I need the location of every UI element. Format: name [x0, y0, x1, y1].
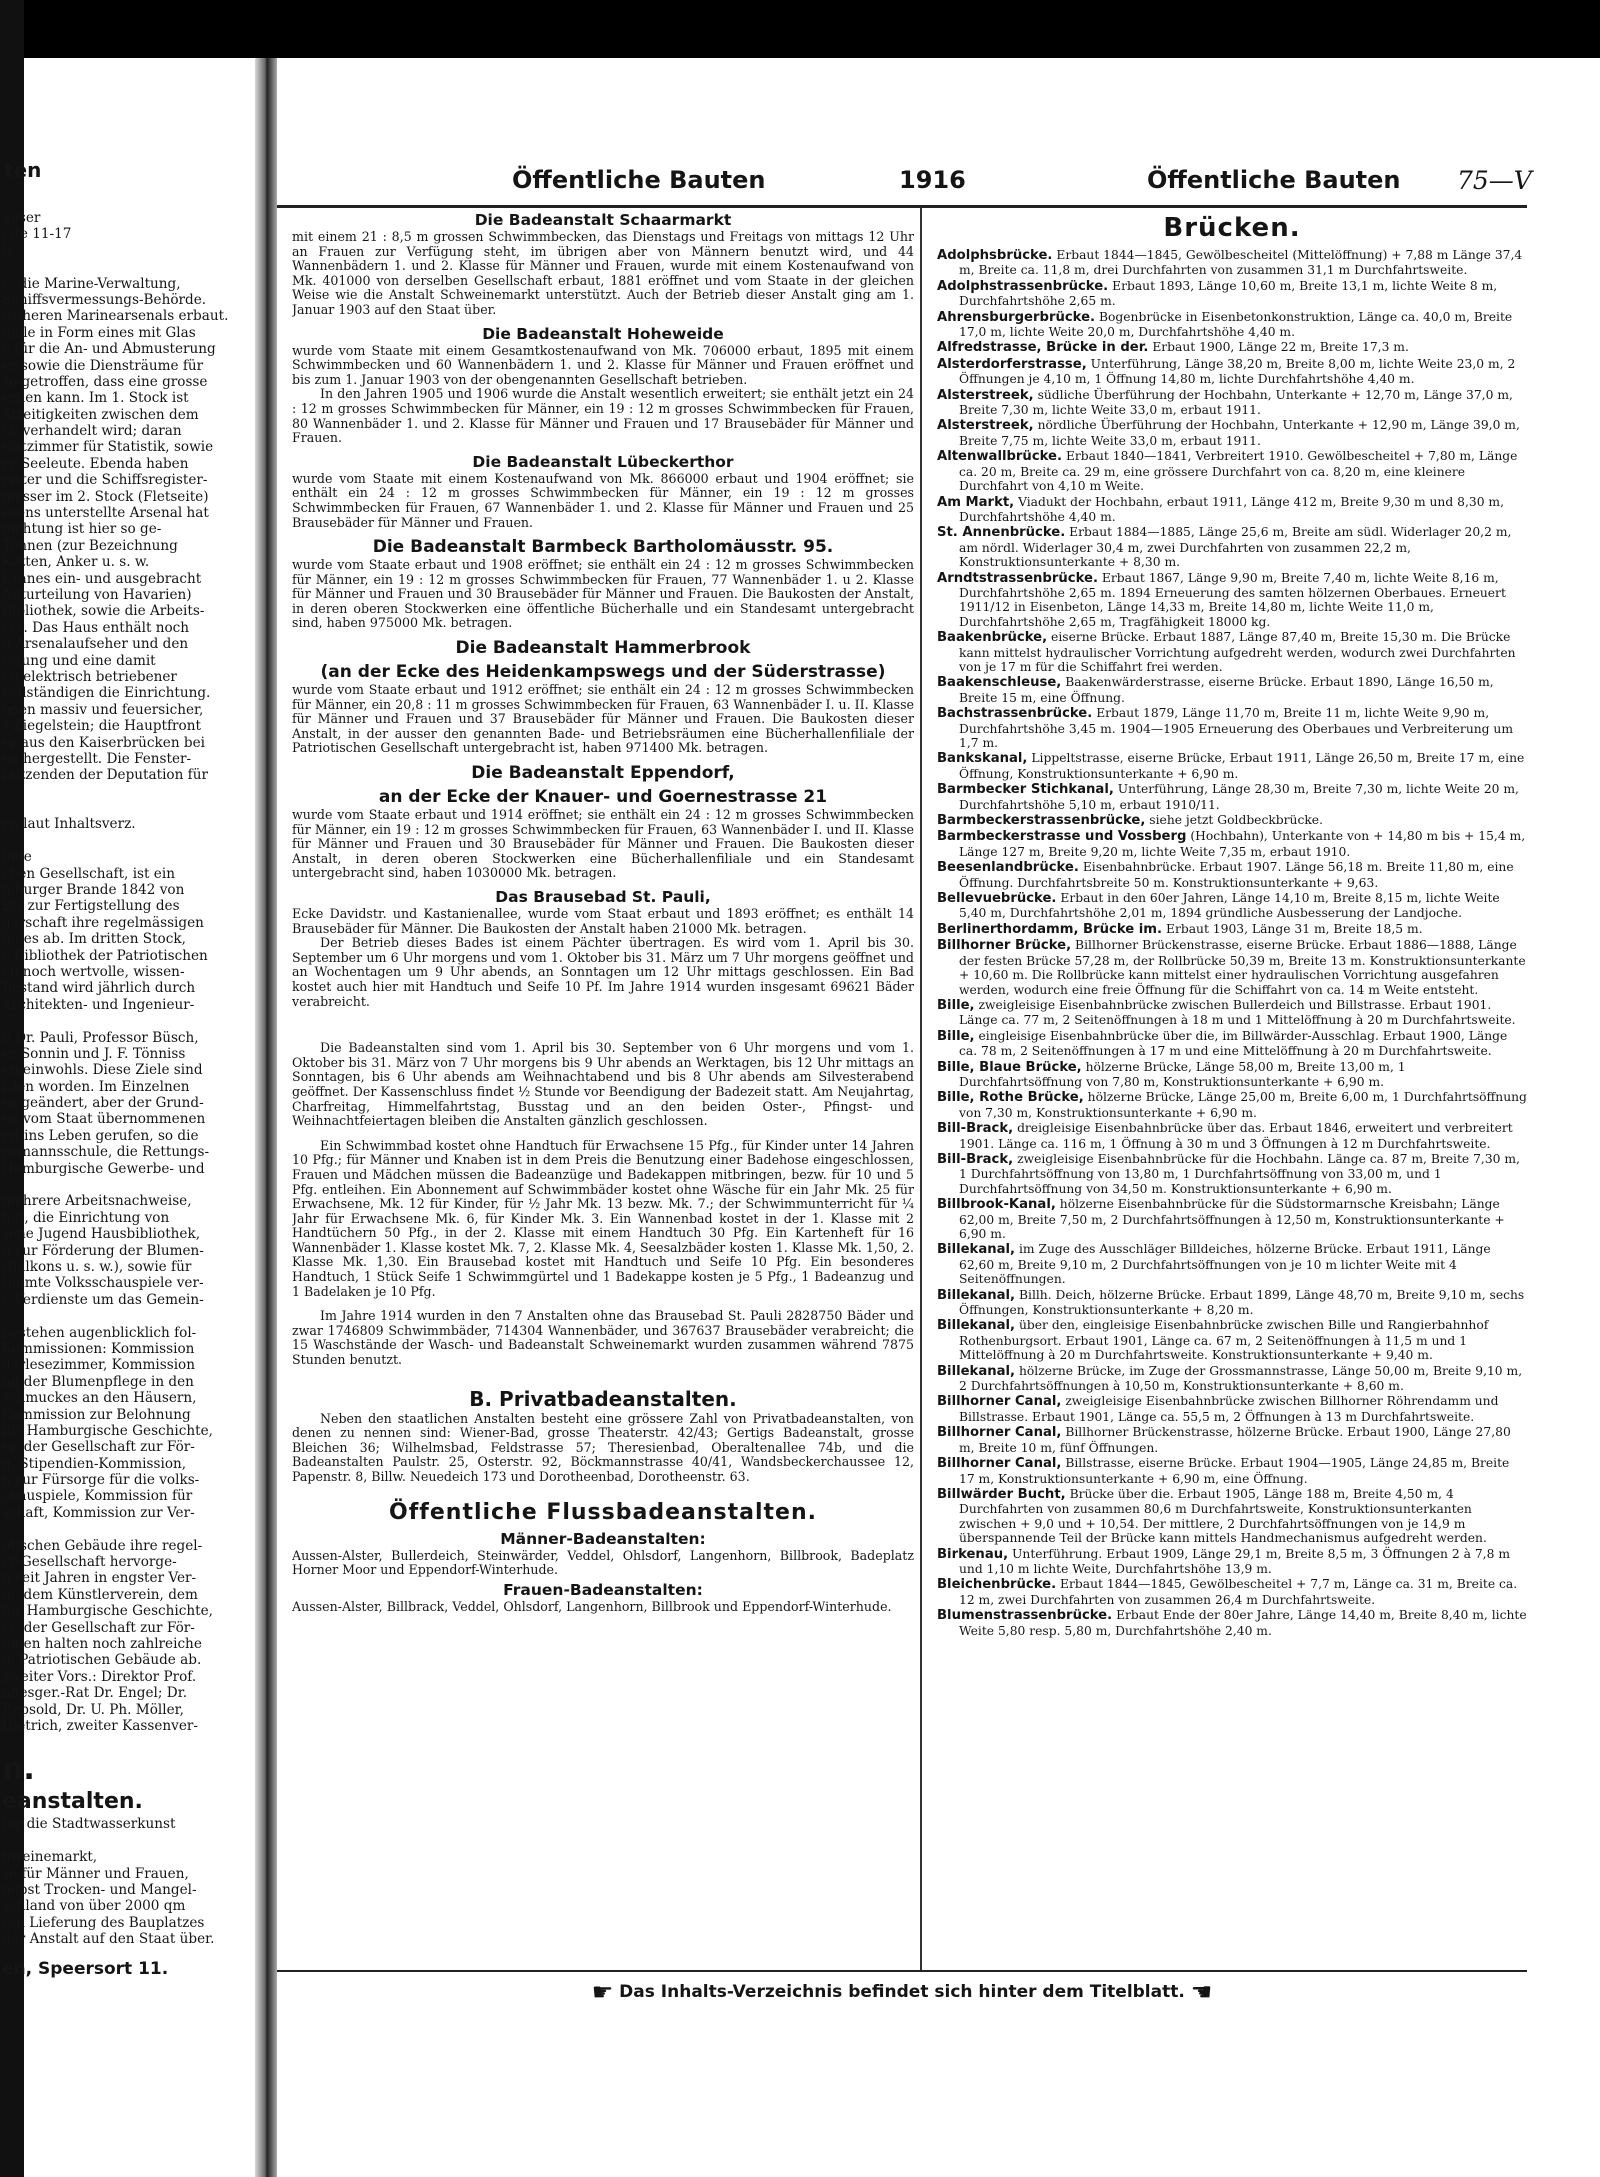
header-left-title: Öffentliche Bauten: [512, 166, 766, 194]
prev-page-footer: en, Speersort 11.: [2, 1959, 169, 1980]
bridge-entry: [937, 1364, 1527, 1394]
bridge-description: Erbaut in den 60er Jahren, Länge 14,10 m, Breite 8,15 m, lichte Weite 5,40 m, Durchfahrtshöhe 2,01 m, 1894 gründliche Ausbesserung der Landjoche.: [959, 891, 1500, 921]
column-divider: [920, 208, 922, 1970]
prev-page-line: Bestand wird jährlich durch: [2, 980, 196, 997]
prev-page-line: erden kann. Im 1. Stock ist: [2, 390, 189, 407]
bridge-description: hölzerne Brücke, im Zuge der Grossmannstrasse, Länge 50,00 m, Breite 9,10 m, 2 Durchfahrtsöffnungen à 10,50 m, Konstruktionsunterkante + 8,60 m.: [959, 1363, 1523, 1394]
prev-page-line: eizung und eine damit: [2, 652, 156, 669]
prev-page-line: Tonnen (zur Bezeichnung: [2, 537, 178, 554]
prev-page-line: für Hamburgische Geschichte,: [2, 1603, 213, 1620]
bridge-entry: [937, 340, 1527, 355]
prev-page-line: früheren Marinearsenals erbaut.: [2, 308, 229, 325]
section-paragraph: In den Jahren 1905 und 1906 wurde die Anstalt wesentlich erweitert; sie enthält jetzt ein 24 : 12 m grosses Schwimmbecken für Männer, ein 19 : 12 m grosses Schwimmbecken für Frauen, 80 Wannenbäder 1. und 2. Klasse für Männer und Frauen und 17 Brausebäder für Männer und Frauen.: [292, 386, 914, 446]
bridge-entry: [937, 279, 1527, 309]
header-year: 1916: [899, 166, 966, 194]
bridge-description: nördliche Überführung der Hochbahn, Unterkante + 12,90 m, Länge 39,0 m, Breite 7,75 m, lichte Weite 33,0 m, erbaut 1911.: [959, 418, 1520, 448]
prev-page-line: ers. Das Haus enthält noch: [2, 619, 190, 636]
section-paragraph: Der Betrieb dieses Bades ist einem Pächter übertragen. Es wird vom 1. April bis 30. September um 6 Uhr morgens und vom 1. Oktober bis 31. März um 7 Uhr morgens geöffnet und an Wochentagen um 9 Uhr abends, an Sonntagen um 12 Uhr mittags geschlossen. Ein Bad kostet auch hier mit Handtuch und Seife 10 Pf. Im Jahre 1914 wurden insgesamt 69621 Bäder verabreicht.: [292, 935, 914, 1009]
spacer: [292, 530, 914, 534]
section-paragraph: wurde vom Staate erbaut und 1908 eröffnet; sie enthält ein 24 : 12 m grosses Schwimmbecken für Männer, ein 19 : 12 m grosses Schwimmbecken für Frauen, 77 Wannenbäder 1. u 2. Klasse für Männer und Frauen und 30 Brausebäder für Männer und Frauen. Die Baukosten der Anstalt, in deren oberen Stockwerken eine öffentliche Bücherhalle und ein Standesamt untergebracht sind, haben 975000 Mk. betragen.: [292, 557, 914, 631]
bridge-name: Berlinerthordamm, Brücke im.: [937, 921, 1163, 937]
general-paragraph: Die Badeanstalten sind vom 1. April bis 30. September von 6 Uhr morgens und vom 1. Oktober bis 31. März von 7 Uhr morgens bis 9 Uhr abends an Werktagen, bis 12 Uhr mittags an Sonntagen, bis 6 Uhr abends am Weihnachtabend und bis 8 Uhr abends am Silvesterabend geöffnet. Der Kassenschluss findet ½ Stunde vor Beendigung der Badezeit statt. Am Neujahrtag, Charfreitag, Himmelfahrtstag, Busstag und an den beiden Oster-, Pfingst- und Weihnachtfeiertagen bleiben die Anstalten gänzlich geschlossen.: [292, 1040, 914, 1129]
prev-page-line: g, Stipendien-Kommission,: [2, 1455, 187, 1472]
bridges-title: Brücken.: [1163, 213, 1301, 243]
bridge-entry: [937, 571, 1527, 630]
bridge-name: Billhorner Brücke,: [937, 938, 1072, 954]
section-subheading: an der Ecke der Knauer- und Goernestrasse 21: [378, 787, 828, 808]
bridge-list: [937, 248, 1527, 1638]
prev-page-line: ng der Blumenpflege in den: [2, 1373, 194, 1390]
bridge-entry: [937, 248, 1527, 278]
bridge-name: Barmbeckerstrasse und Vossberg: [937, 829, 1187, 845]
bridge-entry: [937, 1242, 1527, 1286]
bridge-name: Adolphstrassenbrücke.: [937, 278, 1109, 294]
prev-page-line: e Verdienste um das Gemein-: [2, 1291, 204, 1308]
prev-page-line: mburger Brande 1842 von: [2, 882, 185, 899]
bridge-description: (Hochbahn), Unterkante von + 14,80 m bis + 15,4 m, Länge 127 m, Breite 9,20 m, lichte Weite 7,35 m, erbaut 1910.: [959, 829, 1526, 859]
bridge-description: Brücke über die. Erbaut 1905, Länge 188 m, Breite 4,50 m, 4 Durchfahrten von zusammen 80,6 m Durchfahrtsweite, Konstruktionsunterkanten zwischen + 9,0 und + 10,54. Der mittlere, 2 Durchfahrtsöffnungen von je 14,9 m überspannende Teil der Brücke kann mittels Handmechanismus aufgedreht werden.: [959, 1486, 1487, 1546]
prev-page-line: für die Stadtwasserkunst: [2, 1816, 176, 1833]
bridge-description: Unterführung, Länge 38,20 m, Breite 8,00 m, lichte Weite 23,0 m, 2 Öffnungen je 4,10 m, 1 Öffnung 14,80 m, lichte Durchfahrtshöhe 4,40 m.: [959, 356, 1516, 387]
section-paragraph: wurde vom Staate erbaut und 1912 eröffnet; sie enthält ein 24 : 12 m grosses Schwimmbecken für Männer, ein 20,8 : 11 m grosses Schwimmbecken für Frauen, 63 Wannenbäder I. u. II. Klasse für Männer und Frauen und 37 Brausebäder für Männer und Frauen. Die Baukosten dieser Anstalt, in der ausser den genannten Bade- und Betriebsräumen eine Bücherhallenfiliale der Patriotischen Gesellschaft untergebracht ist, haben 971400 Mk. betragen.: [292, 682, 914, 756]
bridge-entry: [937, 813, 1527, 828]
prev-page-line: Bis zur Fertigstellung des: [2, 898, 180, 915]
bridge-description: Viadukt der Hochbahn, erbaut 1911, Länge 412 m, Breite 9,30 m und 8,30 m, Durchfahrtshöhe 4,40 m.: [959, 494, 1504, 524]
bridge-name: Alfredstrasse, Brücke in der.: [937, 340, 1149, 356]
prev-page-line: er, der Gesellschaft zur För-: [2, 1619, 195, 1636]
bridge-entry: [937, 891, 1527, 921]
main-page: [277, 58, 1600, 2177]
prev-page-line: mehrere Arbeitsnachweise,: [2, 1193, 192, 1210]
prev-page-line: Schiffsvermessungs-Behörde.: [2, 291, 207, 308]
prev-page-line: der Anstalt auf den Staat über.: [2, 1931, 215, 1948]
bridge-name: Bankskanal,: [937, 751, 1028, 767]
men-baths-heading: Männer-Badeanstalten:: [500, 1529, 706, 1548]
prev-page-line: eister und die Schiffsregister-: [2, 472, 208, 489]
bridge-description: Billh. Deich, hölzerne Brücke. Erbaut 1899, Länge 48,70 m, Breite 9,10 m, sechs Öffnungen, Konstruktionsunterkante + 8,20 m.: [959, 1287, 1525, 1318]
prev-page-line: er sowie die Diensträume für: [2, 357, 204, 374]
spacer: [292, 318, 914, 322]
prev-page-header: ten: [4, 158, 42, 182]
bridge-entry: [937, 630, 1527, 674]
bridge-description: eingleisige Eisenbahnbrücke über die, im Billwärder-Ausschlag. Erbaut 1900, Länge ca. 78 m, 2 Seitenöffnungen à 17 m und eine Mittelöffnung à 20 m Durchfahrtsweite.: [959, 1028, 1508, 1059]
prev-page-line: eemannsschule, die Rettungs-: [2, 1144, 210, 1161]
bridge-description: dreigleisige Eisenbahnbrücke über das. Erbaut 1846, erweitert und verbreitert 1901. Länge ca. 116 m, 1 Öffnung à 30 m und 3 Öffnungen à 12 m Durchfahrtsweite.: [959, 1121, 1513, 1151]
prev-page-line: sene Jugend Hausbibliothek,: [2, 1226, 201, 1243]
bridge-description: Bogenbrücke in Eisenbetonkonstruktion, Länge ca. 40,0 m, Breite 17,0 m, lichte Weite 20,0 m, Durchfahrtshöhe 4,40 m.: [959, 309, 1513, 340]
section-paragraph: mit einem 21 : 8,5 m grossen Schwimmbecken, das Dienstags und Freitags von mittags 12 Uhr an Frauen zur Verfügung steht, im übrigen aber von Männern benutzt wird, und 44 Wannenbädern 1. und 2. Klasse für Männer und Frauen, wurde mit einem Kostenaufwand von Mk. 401000 von derselben Gesellschaft erbaut, 1881 eröffnet und vom Staate in der gleichen Weise wie die Anstalt Schweinemarkt unterstützt. Auch der Betrieb dieser Anstalt ging am 1. Januar 1903 auf den Staat über.: [292, 229, 914, 317]
bridge-description: zweigleisige Eisenbahnbrücke zwischen Bullerdeich und Billstrasse. Erbaut 1901. Länge ca. 77 m, 2 Seitenöffnungen à 18 m und 1 Mittelöffnung à 20 m Durchfahrtsweite.: [959, 997, 1516, 1028]
prev-page-line: s Ziegelstein; die Hauptfront: [2, 718, 201, 735]
bridge-description: Erbaut 1840—1841, Verbreitert 1910. Gewölbescheitel + 7,80 m, Länge ca. 20 m, Breite ca. 29 m, eine grössere Durchfahrt von ca. 8,20 m, eine kleinere Durchfahrt von 4,10 m Weite.: [959, 449, 1518, 494]
bridge-entry: [937, 1060, 1527, 1090]
section-heading: Die Badeanstalt Hoheweide: [482, 324, 724, 343]
spacer: [292, 1368, 914, 1378]
spacer: [292, 1009, 914, 1031]
prev-page-line: [2, 800, 254, 816]
bridge-entry: [937, 860, 1527, 890]
bridge-name: Billekanal,: [937, 1287, 1016, 1303]
section-heading: Die Badeanstalt Barmbeck Bartholomäusstr. 95.: [372, 537, 834, 558]
bridge-description: hölzerne Brücke, Länge 25,00 m, Breite 6,00 m, 1 Durchfahrtsöffnung von 7,30 m, Konstruktionsunterkante + 6,90 m.: [959, 1090, 1527, 1120]
prev-page-line: so getroffen, dass eine grosse: [2, 373, 208, 390]
prev-page-line: er Seeleute. Ebenda haben: [2, 455, 189, 472]
prev-page-line: n zur Förderung der Blumen-: [2, 1242, 204, 1259]
bridge-name: Billhorner Canal,: [937, 1394, 1062, 1410]
prev-page-line: emeinwohls. Diese Ziele sind: [2, 1062, 203, 1079]
prev-page-line: n seit Jahren in engster Ver-: [2, 1570, 197, 1587]
bridge-name: Alsterdorferstrasse,: [937, 356, 1087, 372]
prev-page-line: (Balkons u. s. w.), sowie für: [2, 1259, 192, 1275]
prev-page-line: [2, 259, 254, 275]
bridge-name: Billhorner Canal,: [937, 1425, 1062, 1441]
bridge-description: Erbaut 1844—1845, Gewölbescheitel + 7,7 m, Länge ca. 31 m, Breite ca. 12 m, zwei Durchfahrten von zusammen 26,4 m Durchfahrtsweite.: [959, 1577, 1518, 1607]
prev-page-line: zweiter Vors.: Direktor Prof.: [2, 1668, 197, 1685]
bridge-description: Erbaut 1844—1845, Gewölbescheitel (Mittelöffnung) + 7,88 m Länge 37,4 m, Breite ca. 11,8 m, drei Durchfahrten von zusammen 31,1 m Durchfahrtsweite.: [959, 248, 1523, 278]
bridge-entry: [937, 829, 1527, 859]
prev-page-line: n zur Fürsorge für die volks-: [2, 1472, 200, 1489]
bridge-entry: [937, 1152, 1527, 1196]
bridge-name: Baakenbrücke,: [937, 630, 1048, 646]
prev-page-line: schland von über 2000 qm: [2, 1898, 186, 1915]
prev-page-line: n Arsenalaufseher und den: [2, 636, 189, 653]
prev-page-line: rch Lieferung des Bauplatzes: [2, 1914, 205, 1931]
page-number: 75—V: [1457, 166, 1532, 195]
prev-page-line: e für die An- und Abmusterung: [2, 341, 216, 358]
prev-page-line: er Sonnin und J. F. Tönniss: [2, 1045, 186, 1062]
men-baths-text: Aussen-Alster, Bullerdeich, Steinwärder, Veddel, Ohlsdorf, Langenhorn, Billbrook, Badeplatz Horner Moor und Eppendorf-Winterhude.: [292, 1547, 914, 1578]
bridge-description: Unterführung, Länge 28,30 m, Breite 7,30 m, lichte Weite 20 m, Durchfahrtshöhe 5,10 m, erbaut 1910/11.: [959, 782, 1519, 812]
prev-page-line: [2, 1521, 254, 1537]
section-heading: Die Badeanstalt Lübeckerthor: [472, 452, 734, 471]
bridge-name: Bille,: [937, 1028, 975, 1044]
bridge-name: Billekanal,: [937, 1242, 1016, 1258]
prev-page-lines: [2, 210, 254, 1734]
bridge-description: Erbaut 1879, Länge 11,70 m, Breite 11 m, lichte Weite 9,90 m, Durchfahrtshöhe 3,45 m. 1904—1905 Erneuerung des Oberbaues und Verbreiterung um 1,7 m.: [959, 706, 1514, 750]
privat-heading: B. Privatbadeanstalten.: [469, 1386, 737, 1411]
prev-page-line: messer im 2. Stock (Fletseite): [2, 488, 209, 505]
prev-page-line: ch verhandelt wird; daran: [2, 423, 182, 440]
bridge-name: Billwärder Bucht,: [937, 1486, 1066, 1502]
bridge-description: Eisenbahnbrücke. Erbaut 1907. Länge 56,18 m. Breite 11,80 m, eine Öffnung. Durchfahrtsbreite 50 m. Konstruktionsunterkante + 9,63.: [959, 860, 1514, 890]
bridge-name: Billekanal,: [937, 1363, 1016, 1379]
bridge-entry: [937, 310, 1527, 340]
bridge-name: Birkenau,: [937, 1546, 1009, 1562]
section-heading: Die Badeanstalt Eppendorf,: [471, 763, 735, 784]
prev-page-line: Repsold, Dr. U. Ph. Möller,: [2, 1701, 184, 1718]
prev-page-line: se für Männer und Frauen,: [2, 1865, 189, 1882]
prev-page-line: m Patriotischen Gebäude ab.: [2, 1652, 202, 1669]
prev-page-line: iude: [2, 849, 32, 866]
prev-page-line: [2, 1177, 254, 1193]
bridge-entry: [937, 675, 1527, 705]
bridge-name: Arndtstrassenbrücke.: [937, 570, 1098, 586]
privat-text: Neben den staatlichen Anstalten besteht eine grössere Zahl von Privatbadeanstalten, von denen zu nennen sind: Wiener-Bad, grosse Theaterstr. 42/43; Gertigs Badeanstalt, grosse Bleichen 36; Wilhelmsbad, Feldstrasse 57; Theresienbad, Oberaltenallee 74b, und die Badeanstalten Paulstr. 25, Osterstr. 92, Böckmannstrasse 40/41, Wandsbeckerchaussee 12, Papenstr. 8, Billw. Neuedeich 173 und Dorotheenbad, Dorotheenstr. 63.: [292, 1410, 914, 1484]
prev-page-line: Abturteilung von Havarien): [2, 586, 192, 603]
prev-page-line: äuser: [2, 210, 41, 226]
bridge-description: eiserne Brücke. Erbaut 1887, Länge 87,40 m, Breite 15,30 m. Die Brücke kann mittelst hydraulischer Vorrichtung aufgedreht werden, wodurch zwei Durchfahrten von je 17 m für die Schiffahrt frei werden.: [959, 630, 1516, 674]
bridge-description: zweigleisige Eisenbahnbrücke zwischen Billhorner Röhrendamm und Billstrasse. Erbaut 1901, Länge ca. 55,5 m, 2 Öffnungen à 13 m Durchfahrtsweite.: [959, 1394, 1499, 1424]
footer-text: Das Inhalts-Verzeichnis befindet sich hinter dem Titelblatt.: [619, 1982, 1185, 2002]
prev-page-line: es geändert, aber der Grund-: [2, 1095, 204, 1112]
prev-page-line: derlesezimmer, Kommission: [2, 1357, 195, 1374]
prev-page-line: Ketten, Anker u. s. w.: [2, 554, 150, 571]
bridge-name: Bille, Rothe Brücke,: [937, 1090, 1084, 1106]
footer-note: [277, 1978, 1527, 2006]
footer-rule: [277, 1970, 1527, 1972]
bridge-name: Bill-Brack,: [937, 1121, 1014, 1137]
prev-page-line: Bibliothek, sowie die Arbeits-: [2, 603, 205, 620]
general-paragraph: Ein Schwimmbad kostet ohne Handtuch für Erwachsene 15 Pfg., für Kinder unter 14 Jahren 10 Pfg.; für Männer und Knaben ist in dem Preis die Benutzung einer Badehose eingeschlossen, Frauen und Mädchen müssen die Badeanzüge und Badekappen mitbringen, bezw. für 10 und 5 Pfg. entleihen. Ein Abonnement auf Schwimmbäder kostet ohne Wäsche für ein Jahr Mk. 25 für Erwachsene, Mk. 12 für Kinder, für ½ Jahr Mk. 13 bezw. Mk. 7.; der Schwimmunterricht für ¼ Jahr für Erwachsene Mk. 6, für Kinder Mk. 3. Ein Wannenbad kostet in der 1. Klasse mit 2 Handtüchern 50 Pfg., in der 2. Klasse mit einem Handtuch 30 Pfg. Ein Kartenheft für 16 Wannenbäder 1. Klasse kostet Mk. 7, 2. Klasse Mk. 4, Seesalzbäder kosten 1. Klasse Mk. 1,50, 2. Klasse Mk. 1,30. Ein Brausebad kostet mit Handtuch und Seife 10 Pfg. Ein besonderes Handtuch, 1 Stück Seife 1 Schwimmgürtel und 1 Badekappe kosten je 5 Pfg., 1 Badeanzug und 1 Badelaken je 10 Pfg.: [292, 1137, 914, 1299]
prev-page-line: en hergestellt. Die Fenster-: [2, 750, 192, 767]
prev-page-line: er, der Gesellschaft zur För-: [2, 1439, 195, 1456]
bridge-entry: [937, 998, 1527, 1028]
bridge-name: St. Annenbrücke.: [937, 525, 1066, 541]
running-header: [277, 166, 1547, 200]
bridge-entry: [937, 782, 1527, 812]
prev-page-line: [2, 1013, 254, 1029]
prev-page-line: n Dr. Pauli, Professor Büsch,: [2, 1029, 199, 1046]
section-paragraph: wurde vom Staate mit einem Gesamtkostenaufwand von Mk. 706000 erbaut, 1895 mit einem Schwimmbecken und 60 Wannenbädern 1. und 2. Klasse für Männer und Frauen eröffnet und bis zum 1. Januar 1903 von der obengenannten Gesellschaft betrieben.: [292, 342, 914, 387]
bridge-description: Erbaut 1884—1885, Länge 25,6 m, Breite am südl. Widerlager 20,2 m, am nördl. Widerlager 30,4 m, zwei Durchfahrten von zusammen 22,2 m, Konstruktionsunterkante + 8,30 m.: [959, 525, 1512, 570]
spacer: [292, 756, 914, 760]
bridge-entry: [937, 1394, 1527, 1424]
prev-page-line: hat, die Einrichtung von: [2, 1209, 170, 1226]
prev-page-line: timmte Volksschauspiele ver-: [2, 1275, 204, 1292]
bridge-name: Barmbecker Stichkanal,: [937, 782, 1114, 798]
prev-page-line: Kranes ein- und ausgebracht: [2, 570, 202, 587]
bridge-description: Erbaut 1867, Länge 9,90 m, Breite 7,40 m, lichte Weite 8,16 m, Durchfahrtshöhe 2,65 m. 1894 Erneuerung des samten hölzernen Oberbaues. Erneuert 1911/12 in Eisenbeton, Länge 14,33 m, Breite 14,80 m, lichte Weite 11,0 m, Durchfahrtshöhe 2,65 m, Tragfähigkeit 18000 kg.: [959, 570, 1506, 629]
spacer: [292, 881, 914, 885]
bridge-name: Baakenschleuse,: [937, 675, 1062, 691]
bridge-name: Adolphsbrücke.: [937, 248, 1053, 263]
right-column: [937, 208, 1527, 1968]
bridge-description: Unterführung. Erbaut 1909, Länge 29,1 m, Breite 8,5 m, 3 Öffnungen 2 à 7,8 m und 1,10 m lichte Weite, Durchfahrtshöhe 13,9 m.: [959, 1546, 1510, 1576]
prev-page-line: en vom Staat übernommenen: [2, 1111, 206, 1128]
prev-page-line: m, dem Künstlerverein, dem: [2, 1586, 198, 1603]
prev-page-line: er Gesellschaft hervorge-: [2, 1554, 177, 1571]
prev-page-line: ndesger.-Rat Dr. Engel; Dr.: [2, 1685, 188, 1702]
prev-page-line: en laut Inhaltsverz.: [2, 816, 136, 833]
prev-page-line: [2, 1833, 254, 1849]
bridge-description: Erbaut 1893, Länge 10,60 m, Breite 13,1 m, lichte Weite 8 m, Durchfahrtshöhe 2,65 m.: [959, 278, 1498, 309]
prev-page-line: chen Gesellschaft, ist ein: [2, 865, 175, 882]
bridge-entry: [937, 1288, 1527, 1318]
prev-page-line: e, die Marine-Verwaltung,: [2, 275, 181, 292]
bridge-entry: [937, 1456, 1527, 1486]
general-paragraph: Im Jahre 1914 wurden in den 7 Anstalten ohne das Brausebad St. Pauli 2828750 Bäder und zwar 1746809 Schwimmbäder, 714304 Wannenbäder, und 367637 Brausebäder verabreicht; die 15 Waschstände der Wasch- und Badeanstalt Schweinemarkt wurden zusammen während 7875 Stunden benutzt.: [292, 1308, 914, 1368]
prev-page-line: vollständigen die Einrichtung.: [2, 685, 211, 702]
bridge-entry: [937, 1547, 1527, 1577]
bridge-entry: [937, 525, 1527, 569]
prev-page-line: für Hamburgische Geschichte,: [2, 1422, 213, 1439]
bridge-entry: [937, 495, 1527, 525]
bridge-entry: [937, 449, 1527, 493]
prev-page-line: onen massiv und feuersicher,: [2, 701, 204, 718]
bridge-name: Alsterstreek,: [937, 418, 1034, 434]
bridge-description: Erbaut Ende der 80er Jahre, Länge 14,40 m, Breite 8,40 m, lichte Weite 5,80 resp. 5,80 m, Durchfahrtshöhe 2,40 m.: [959, 1608, 1527, 1638]
prev-page-line: schaft, Kommission zur Ver-: [2, 1504, 195, 1521]
bridge-name: Am Markt,: [937, 494, 1015, 510]
prev-page-line: otischen Gebäude ihre regel-: [2, 1537, 203, 1554]
bridge-entry: [937, 706, 1527, 750]
prev-page-line: Streitigkeiten zwischen dem: [2, 406, 199, 423]
prev-page-line: e Bibliothek der Patriotischen: [2, 947, 208, 964]
prev-page-line: eite 11-17: [2, 226, 72, 243]
bridge-entry: [937, 938, 1527, 997]
bridge-name: Billhorner Canal,: [937, 1456, 1062, 1472]
prev-page-line: hweinemarkt,: [2, 1849, 98, 1866]
section-paragraph: wurde vom Staate mit einem Kostenaufwand von Mk. 866000 erbaut und 1904 eröffnet; sie enthält ein 24 : 12 m grosses Schwimmbecken für Männer, ein 19 : 12 m grosses Schwimmbecken für Frauen, 67 Wannenbäder 1. und 2. Klasse für Männer und Frauen und 25 Brausebäder für Männer und Frauen.: [292, 470, 914, 530]
prev-page-line: halle in Form eines mit Glas: [2, 324, 196, 341]
bridge-name: Beesenlandbrücke.: [937, 860, 1079, 876]
section-heading: Die Badeanstalt Schaarmarkt: [474, 211, 732, 229]
bridge-name: Bille,: [937, 997, 975, 1013]
bridge-entry: [937, 1425, 1527, 1455]
prev-page-line: eit ins Leben gerufen, so die: [2, 1127, 199, 1144]
bridge-name: Bill-Brack,: [937, 1151, 1014, 1167]
prev-page-bottom-lines: [2, 1816, 254, 1947]
bridge-description: im Zuge des Ausschläger Billdeiches, hölzerne Brücke. Erbaut 1911, Länge 62,60 m, Breite 9,10 m, 2 Durchfahrtsöffnungen von je 10 m lichter Weite mit 4 Seitenöffnungen.: [959, 1242, 1491, 1287]
bridge-entry: [937, 357, 1527, 387]
bridge-description: Erbaut 1900, Länge 22 m, Breite 17,3 m.: [1152, 340, 1409, 355]
bridge-description: hölzerne Brücke, Länge 58,00 m, Breite 13,00 m, 1 Durchfahrtsöffnung von 7,80 m, Konstruktionsunterkante + 6,90 m.: [959, 1059, 1406, 1089]
prev-page-line: Kommission zur Belohnung: [2, 1406, 191, 1423]
bridge-name: Bille, Blaue Brücke,: [937, 1059, 1082, 1075]
prev-page-line: gerschaft ihre regelmässigen: [2, 914, 204, 931]
bridge-entry: [937, 1318, 1527, 1362]
prev-page-line: nebst Trocken- und Mangel-: [2, 1881, 197, 1898]
bridge-description: Billhorner Brückenstrasse, hölzerne Brücke. Erbaut 1900, Länge 27,80 m, Breite 10 m, fünf Öffnungen.: [959, 1425, 1511, 1455]
bridge-entry: [937, 1577, 1527, 1607]
bridge-name: Blumenstrassenbrücke.: [937, 1608, 1113, 1624]
prev-page-line: chauspiele, Kommission für: [2, 1488, 193, 1505]
prev-page-line: schmuckes an den Häusern,: [2, 1390, 197, 1407]
bridge-name: Alsterstreek,: [937, 387, 1034, 403]
bridge-description: zweigleisige Eisenbahnbrücke für die Hochbahn. Länge ca. 87 m, Breite 7,30 m, 1 Durchfahrtsöffnung von 13,80 m, 1 Durchfahrtsöffnung von 33,00 m, und 1 Durchfahrtsöffnung von 34,50 m. Konstruktionsunterkante + 6,90 m.: [959, 1151, 1520, 1196]
bridge-description: Billhorner Brückenstrasse, eiserne Brücke. Erbaut 1886—1888, Länge der festen Brücke 57,28 m, der Rollbrücke 50,39 m, Breite 13 m. Konstruktionsunterkante + 10,60 m. Die Rollbrücke kann mittelst einer hydraulischen Vorrichtung ausgefahren werden, wodurch eine freie Öffnung für die Schiffahrt von ca. 14 m Weite entsteht.: [959, 938, 1526, 997]
bridge-entry: [937, 418, 1527, 448]
bridge-entry: [937, 1487, 1527, 1546]
bridge-entry: [937, 1029, 1527, 1059]
section-heading: Das Brausebad St. Pauli,: [495, 888, 711, 906]
section-paragraph: wurde vom Staate erbaut und 1914 eröffnet; sie enthält ein 24 : 12 m grosses Schwimmbecken für Männer, ein 19 : 12 m grosses Schwimmbecken für Frauen, 63 Wannenbäder I. und II. Klasse für Männer und Frauen und 30 Brausebäder für Männer und Frauen. Die Baukosten dieser Anstalt, in deren oberen Stockwerken eine Bücherhallenfiliale und ein Standesamt untergebracht sind, haben 1030000 Mk. betragen.: [292, 807, 914, 881]
pointing-hand-right-icon: ☛: [591, 1978, 614, 2006]
prev-page-sub-fragment: eanstalten.: [2, 1789, 143, 1815]
women-baths-text: Aussen-Alster, Billbrack, Veddel, Ohlsdorf, Langenhorn, Billbrook und Eppendorf-Winterhude.: [292, 1598, 892, 1614]
prev-page-line: Dietrich, zweiter Kassenver-: [2, 1717, 198, 1734]
left-column: [292, 208, 914, 1968]
prev-page-line: le: [2, 242, 15, 259]
prev-page-line: bestehen augenblicklich fol-: [2, 1324, 197, 1341]
bridge-description: siehe jetzt Goldbeckbrücke.: [1149, 813, 1323, 828]
bridge-name: Bleichenbrücke.: [937, 1577, 1057, 1593]
bridge-entry: [937, 1121, 1527, 1151]
bridge-entry: [937, 1197, 1527, 1241]
prev-page-line: eistzimmer für Statistik, sowie: [2, 439, 214, 456]
prev-page-line: Hamburgische Gewerbe- und: [2, 1160, 205, 1177]
general-info: [292, 1041, 914, 1377]
bridge-description: Baakenwärderstrasse, eiserne Brücke. Erbaut 1890, Länge 16,50 m, Breite 15 m, eine Öffnung.: [959, 675, 1494, 705]
prev-page-line: Kommissionen: Kommission: [2, 1340, 195, 1357]
bridge-description: über den, eingleisige Eisenbahnbrücke zwischen Bille und Rangierbahnhof Rothenburgsort. Erbaut 1901, Länge ca. 67 m, 2 Seitenöffnungen à 11,5 m und 1 Mittelöffnung à 20 m Durchfahrtsweite. Konstruktionsunterkante + 9,40 m.: [959, 1318, 1489, 1363]
fluss-heading: Öffentliche Flussbadeanstalten.: [389, 1499, 817, 1525]
bridge-name: Billbrook-Kanal,: [937, 1197, 1056, 1213]
bridge-name: Barmbeckerstrassenbrücke,: [937, 813, 1146, 829]
prev-page-line: [2, 833, 254, 849]
bridge-entry: [937, 388, 1527, 418]
scan-border-top: [0, 0, 1600, 58]
prev-page-column: [2, 210, 254, 2030]
prev-page-line: nmen halten noch zahlreiche: [2, 1635, 202, 1652]
header-right-title: Öffentliche Bauten: [1147, 166, 1401, 194]
bridge-description: südliche Überführung der Hochbahn, Unterkante + 12,70 m, Länge 37,0 m, Breite 7,30 m, lichte Weite 33,0 m, erbaut 1911.: [959, 387, 1513, 418]
prev-page-line: en elektrisch betriebener: [2, 668, 177, 685]
prev-page-line: esens unterstellte Arsenal hat: [2, 505, 209, 522]
bridge-name: Billekanal,: [937, 1318, 1016, 1334]
bridge-description: Erbaut 1903, Länge 31 m, Breite 18,5 m.: [1165, 921, 1423, 936]
bridge-entry: [937, 1090, 1527, 1120]
prev-page-line: rden worden. Im Einzelnen: [2, 1078, 190, 1095]
bridge-name: Altenwallbrücke.: [937, 449, 1063, 465]
bridge-description: Lippeltstrasse, eiserne Brücke, Erbaut 1911, Länge 26,50 m, Breite 17 m, eine Öffnung, Konstruktionsunterkante + 6,90 m.: [959, 751, 1525, 781]
bridge-name: Bellevuebrücke.: [937, 891, 1057, 907]
prev-page-line: iudes ab. Im dritten Stock,: [2, 931, 186, 948]
section-subheading: (an der Ecke des Heidenkampswegs und der Süderstrasse): [320, 662, 886, 683]
book-gutter: [255, 58, 277, 2177]
prev-page-big-fragment: n.: [2, 1752, 35, 1788]
spacer: [292, 446, 914, 450]
bath-sections: [292, 210, 914, 1031]
women-baths-heading: Frauen-Badeanstalten:: [503, 1580, 703, 1599]
pointing-hand-left-icon: ☚: [1190, 1978, 1213, 2006]
prev-page-line: nichtung ist hier so ge-: [2, 521, 162, 538]
bridge-name: Bachstrassenbrücke.: [937, 706, 1093, 722]
section-paragraph: Ecke Davidstr. und Kastanienallee, wurde vom Staat erbaut und 1893 eröffnet; es enthält 14 Brausebäder für Männer. Die Baukosten der Anstalt haben 21000 Mk. betragen.: [292, 906, 914, 936]
prev-page-line: er aus den Kaiserbrücken bei: [2, 734, 205, 751]
bridge-description: hölzerne Eisenbahnbrücke für die Südstormarnsche Kreisbahn; Länge 62,00 m, Breite 7,50 m, 2 Durchfahrtsöffnungen à 12,50 m, Konstruktionsunterkante + 6,90 m.: [959, 1197, 1505, 1241]
bridge-entry: [937, 751, 1527, 781]
prev-page-line: [2, 1308, 254, 1324]
bridge-entry: [937, 922, 1527, 937]
prev-page-line: [2, 784, 254, 800]
section-heading: Die Badeanstalt Hammerbrook: [455, 638, 751, 659]
bridge-name: Ahrensburgerbrücke.: [937, 309, 1096, 325]
prev-page-line: Architekten- und Ingenieur-: [2, 996, 195, 1013]
bridge-description: Billstrasse, eiserne Brücke. Erbaut 1904—1905, Länge 24,85 m, Breite 17 m, Konstruktionsunterkante + 6,90 m, eine Öffnung.: [959, 1456, 1510, 1486]
prev-page-line: rsitzenden der Deputation für: [2, 767, 208, 784]
bridge-entry: [937, 1608, 1527, 1638]
spacer: [292, 631, 914, 635]
prev-page-line: ch noch wertvolle, wissen-: [2, 963, 185, 980]
